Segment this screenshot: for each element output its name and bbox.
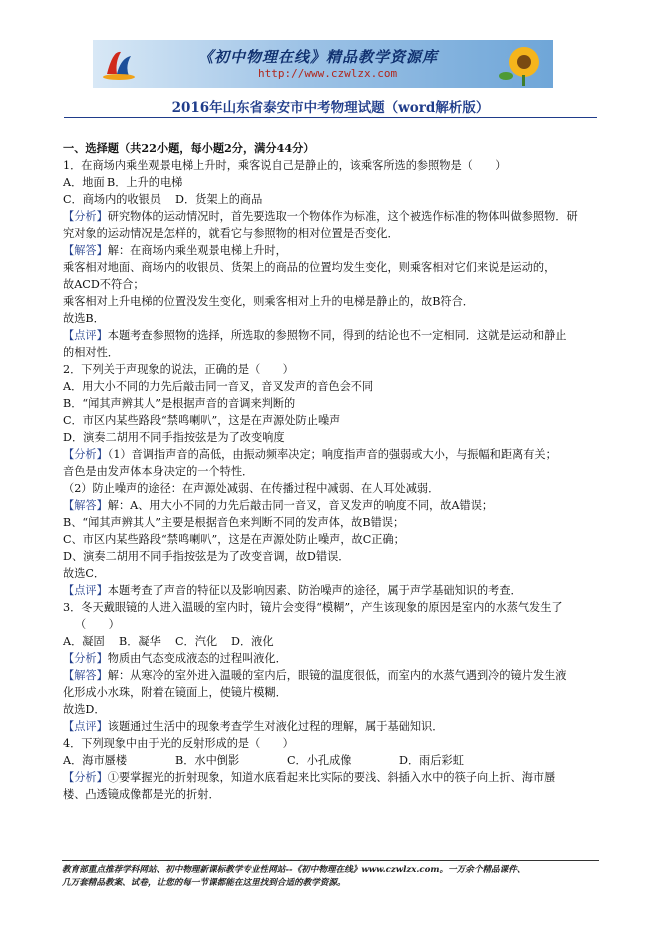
footer-line1: 教育部重点推荐学科网站、初中物理新课标教学专业性网站--《初中物理在线》www.czwlzx.com。一万余个精品课件、 <box>62 865 526 875</box>
answer-tag: 【解答】 <box>63 499 108 512</box>
analysis-tag: 【分析】 <box>63 210 108 223</box>
q4-options <box>63 752 583 769</box>
comment-tag: 【点评】 <box>63 584 108 597</box>
q1-analysis <box>63 208 583 225</box>
q4-analysis-cont: 楼、凸透镜成像都是光的折射． <box>63 788 220 801</box>
comment-tag: 【点评】 <box>63 720 108 733</box>
q1-analysis-line: 研究物体的运动情况时，首先要选取一个物体作为标准，这个被选作标准的物体叫做参照物．研 <box>107 210 578 223</box>
q1-options-row1 <box>63 174 583 191</box>
q3-option-d: D．液化 <box>231 635 274 648</box>
q3-option-a: A．凝固 <box>63 635 105 648</box>
q3-stem-cont: （ ） <box>75 618 120 631</box>
document-title: 2016年山东省泰安市中考物理试题（word解析版） <box>171 100 490 116</box>
q1-answer-line3: 故ACD不符合； <box>63 278 145 291</box>
footer-divider <box>62 860 599 861</box>
q1-answer-line: 解：在商场内乘坐观景电梯上升时， <box>107 244 287 257</box>
q2-comment-line: 本题考查了声音的特征以及影响因素、防治噪声的途径，属于声学基础知识的考查． <box>107 584 522 597</box>
q1-answer-line2: 乘客相对地面、商场内的收银员、货架上的商品的位置均发生变化，则乘客相对它们来说是运动的， <box>63 261 556 274</box>
q2-analysis <box>63 446 583 463</box>
q3-stem: 3．冬天戴眼镜的人进入温暖的室内时，镜片会变得“模糊”，产生该现象的原因是室内的水蒸气发生了 <box>63 601 563 614</box>
banner-url[interactable]: http://www.czwlzx.com <box>258 67 398 80</box>
q3-analysis <box>63 650 583 667</box>
q2-option-c: C．市区内某些路段“禁鸣喇叭”，这是在声源处防止噪声 <box>63 414 341 427</box>
q3-comment-line: 该题通过生活中的现象考查学生对液化过程的理解，属于基础知识． <box>107 720 444 733</box>
q2-analysis-line2: 音色是由发声体本身决定的一个特性． <box>63 465 254 478</box>
q4-option-c: C．小孔成像 <box>287 754 352 767</box>
q1-option-a: A．地面 <box>63 176 105 189</box>
q4-option-d: D．雨后彩虹 <box>399 754 464 767</box>
q3-analysis-line: 物质由气态变成液态的过程叫液化． <box>107 652 287 665</box>
q2-option-a: A．用大小不同的力先后敲击同一音叉，音叉发声的音色会不同 <box>63 380 374 393</box>
q1-answer-line4: 乘客相对上升电梯的位置没发生变化，则乘客相对上升的电梯是静止的，故B符合． <box>63 295 474 308</box>
q2-option-d: D．演奏二胡用不同手指按弦是为了改变响度 <box>63 431 285 444</box>
q4-option-b: B．水中倒影 <box>175 754 240 767</box>
site-logo-icon <box>99 44 139 84</box>
q1-option-d: D．货架上的商品 <box>175 193 263 206</box>
q1-options-row2 <box>63 191 583 208</box>
answer-tag: 【解答】 <box>63 244 108 257</box>
q3-option-c: C．汽化 <box>175 635 218 648</box>
q2-choice: 故选C． <box>63 567 106 580</box>
q3-comment <box>63 718 583 735</box>
analysis-tag: 【分析】 <box>63 652 108 665</box>
q3-answer-line2: 化形成小水珠，附着在镜面上，使镜片模糊． <box>63 686 287 699</box>
q1-choice: 故选B． <box>63 312 105 325</box>
analysis-tag: 【分析】 <box>63 771 108 784</box>
q2-answer-line3: C、市区内某些路段“禁鸣喇叭”，这是在声源处防止噪声，故C正确； <box>63 533 405 546</box>
q1-option-b: B．上升的电梯 <box>107 176 183 189</box>
answer-tag: 【解答】 <box>63 669 108 682</box>
page-footer <box>62 864 599 890</box>
q3-answer-line: 解：从寒冷的室外进入温暖的室内后，眼镜的温度很低，而室内的水蒸气遇到冷的镜片发生液 <box>107 669 567 682</box>
q4-analysis <box>63 769 583 786</box>
q1-comment <box>63 327 583 344</box>
q3-choice: 故选D． <box>63 703 106 716</box>
document-body <box>63 140 583 803</box>
q2-comment <box>63 582 583 599</box>
q3-options <box>63 633 583 650</box>
q1-comment-line: 本题考查参照物的选择，所选取的参照物不同，得到的结论也不一定相同．这就是运动和静止 <box>107 329 567 342</box>
q2-answer <box>63 497 583 514</box>
banner-title: 《初中物理在线》精品教学资源库 <box>198 48 439 66</box>
q1-option-c: C．商场内的收银员 <box>63 193 162 206</box>
q2-stem: 2．下列关于声现象的说法，正确的是（ ） <box>63 363 294 376</box>
q2-option-b: B．“闻其声辨其人”是根据声音的音调来判断的 <box>63 397 296 410</box>
q1-answer <box>63 242 583 259</box>
footer-line2: 几万套精品教案、试卷，让您的每一节课都能在这里找到合适的教学资源。 <box>62 878 346 888</box>
sunflower-icon <box>498 42 548 86</box>
site-banner <box>93 40 553 88</box>
q4-analysis-line: ①要掌握光的折射现象，知道水底看起来比实际的要浅、斜插入水中的筷子向上折、海市蜃 <box>107 771 556 784</box>
section-heading: 一、选择题（共22小题，每小题2分，满分44分） <box>63 141 315 155</box>
q1-comment-cont: 的相对性． <box>63 346 119 359</box>
q2-answer-line: 解：A、用大小不同的力先后敲击同一音叉，音叉发声的响度不同，故A错误； <box>107 499 494 512</box>
title-divider <box>64 117 597 118</box>
q4-option-a: A．海市蜃楼 <box>63 754 128 767</box>
q3-answer <box>63 667 583 684</box>
q2-answer-line2: B、“闻其声辨其人”主要是根据音色来判断不同的发声体，故B错误； <box>63 516 405 529</box>
comment-tag: 【点评】 <box>63 329 108 342</box>
q2-analysis-line: （1）音调指声音的高低，由振动频率决定；响度指声音的强弱或大小，与振幅和距离有关； <box>107 448 557 461</box>
q1-analysis-cont: 究对象的运动情况是怎样的，就看它与参照物的相对位置是否变化． <box>63 227 399 240</box>
q3-option-b: B．凝华 <box>119 635 161 648</box>
q2-analysis-line3: （2）防止噪声的途径：在声源处减弱、在传播过程中减弱、在人耳处减弱． <box>63 482 440 495</box>
q1-stem: 1．在商场内乘坐观景电梯上升时，乘客说自己是静止的，该乘客所选的参照物是（ ） <box>63 159 507 172</box>
q2-answer-line4: D、演奏二胡用不同手指按弦是为了改变音调，故D错误． <box>63 550 350 563</box>
q4-stem: 4．下列现象中由于光的反射形成的是（ ） <box>63 737 294 750</box>
analysis-tag: 【分析】 <box>63 448 108 461</box>
